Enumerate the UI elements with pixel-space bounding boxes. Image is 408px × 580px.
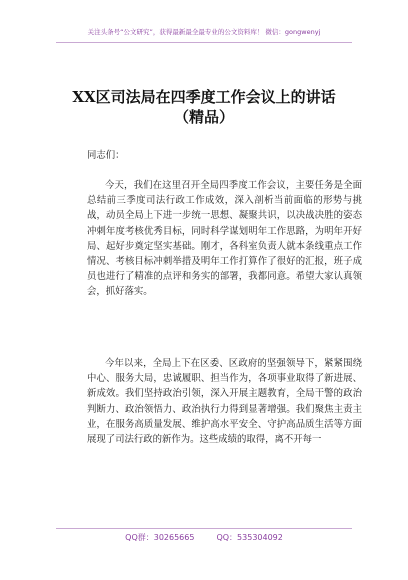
footer-contact [0, 533, 408, 543]
document-title [40, 87, 368, 127]
title-line-2: （精品） [173, 108, 234, 126]
footer-divider [56, 528, 352, 529]
footer-qq: QQ：535304092 [216, 533, 283, 542]
paragraph-1: 今天，我们在这里召开全局四季度工作会议，主要任务是全面总结前三季度司法行政工作成效，深入剖析当前面临的形势与挑战，动员全局上下进一步统一思想、凝聚共识，以决战决胜的姿态冲刺年度考核优秀目标，同时科学谋划明年工作思路，为明年开好局、起好步奠定坚实基础。刚才，各科室负责人就本条线重点工作情况、考核目标冲刺举措及明年工作打算作了很好的汇报，班子成员也进行了精准的点评和务实的部署，我都同意。希望大家认真领会，抓好落实。 [87, 180, 362, 298]
header-banner: 关注头条号“公文研究”，获得最新最全最专业的公文资料库！ 微信：gongwenyj [87, 28, 321, 36]
title-line-1: XX区司法局在四季度工作会议上的讲话 [72, 88, 336, 106]
footer-qq-group: QQ群：30265665 [125, 533, 195, 542]
greeting: 同志们： [87, 150, 125, 161]
header-divider [56, 42, 352, 43]
paragraph-2: 今年以来，全局上下在区委、区政府的坚强领导下，紧紧围绕中心、服务大局，忠诚履职、担当作为，各项事业取得了新进展、新成效。我们坚持政治引领，深入开展主题教育，全局干警的政治判断力、政治领悟力、政治执行力得到显著增强。我们聚焦主责主业，在服务高质量发展、维护高水平安全、守护高品质生活等方面展现了司法行政的新作为。这些成绩的取得，离不开每一 [87, 358, 362, 446]
